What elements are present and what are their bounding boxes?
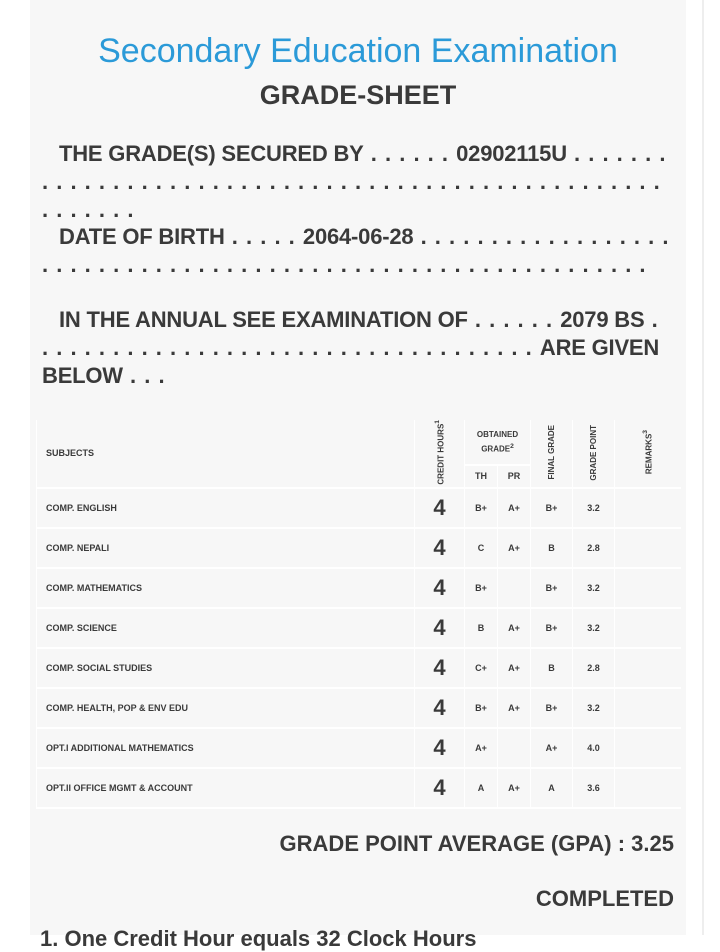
- exam-mid-dots: . . . . . . . . . . . . . . . . . . . . . . . . . . . . . . . . . . . .: [42, 307, 659, 360]
- footnote-credit-hours: 1. One Credit Hour equals 32 Clock Hours: [40, 926, 477, 951]
- secured-trail-dots: . . . . . . . . . . . . . . . . . . . . . . . . . . . . . . . . . . . . . . . . . . . . . . . . . . . . . . . . . .: [42, 141, 667, 222]
- practical-grade-cell: A+: [498, 608, 531, 648]
- subject-cell: COMP. HEALTH, POP & ENV EDU: [37, 688, 415, 728]
- final-grade-cell: B: [531, 528, 573, 568]
- header-th: TH: [465, 465, 498, 488]
- header-subjects: SUBJECTS: [37, 420, 415, 488]
- table-row: [37, 688, 681, 728]
- remarks-cell: [615, 768, 681, 808]
- remarks-cell: [615, 648, 681, 688]
- grade-point-cell: 3.2: [573, 488, 615, 528]
- subject-cell: COMP. MATHEMATICS: [37, 568, 415, 608]
- table-row: [37, 768, 681, 808]
- dob-trail-dots: . . . . . . . . . . . . . . . . . . . . . . . . . . . . . . . . . . . . . . . . . . . . . . . . . . . . . . . . . . . . .: [42, 224, 670, 277]
- header-remarks-sup: 3: [641, 430, 649, 434]
- subject-cell: OPT.II OFFICE MGMT & ACCOUNT: [37, 768, 415, 808]
- symbol-number: 02902115U: [456, 141, 567, 166]
- grade-point-cell: 3.6: [573, 768, 615, 808]
- remarks-cell: [615, 488, 681, 528]
- practical-grade-cell: A+: [498, 768, 531, 808]
- credit-hours-cell: 4: [415, 528, 465, 568]
- header-final-label: FINAL GRADE: [546, 425, 556, 480]
- header-obtained-sup: 2: [510, 442, 514, 450]
- subject-cell: OPT.I ADDITIONAL MATHEMATICS: [37, 728, 415, 768]
- gpa-value: 3.25: [631, 831, 674, 856]
- practical-grade-cell: A+: [498, 488, 531, 528]
- credit-hours-cell: 4: [415, 648, 465, 688]
- theory-grade-cell: B+: [465, 488, 498, 528]
- page-subtitle: GRADE-SHEET: [259, 80, 457, 110]
- grade-point-cell: 3.2: [573, 608, 615, 648]
- secured-by-statement: [42, 140, 672, 224]
- secured-by-label: THE GRADE(S) SECURED BY: [59, 141, 364, 166]
- dob-label: DATE OF BIRTH: [59, 224, 225, 249]
- exam-lead-dots: . . . . . .: [467, 307, 561, 332]
- final-grade-cell: B+: [531, 608, 573, 648]
- table-row: [37, 488, 681, 528]
- subject-cell: COMP. ENGLISH: [37, 488, 415, 528]
- credit-hours-cell: 4: [415, 688, 465, 728]
- credit-hours-cell: 4: [415, 568, 465, 608]
- secured-lead-dots: . . . . . .: [363, 141, 457, 166]
- practical-grade-cell: A+: [498, 528, 531, 568]
- theory-grade-cell: A: [465, 768, 498, 808]
- remarks-cell: [615, 528, 681, 568]
- dob-lead-dots: . . . . .: [224, 224, 303, 249]
- header-credit-label: CREDIT HOURS: [436, 423, 446, 485]
- page-title: Secondary Education Examination: [98, 32, 618, 70]
- theory-grade-cell: B+: [465, 688, 498, 728]
- header-pr: PR: [498, 465, 531, 488]
- subject-cell: COMP. SOCIAL STUDIES: [37, 648, 415, 688]
- credit-hours-cell: 4: [415, 768, 465, 808]
- final-grade-cell: B+: [531, 568, 573, 608]
- exam-statement: [42, 306, 672, 390]
- table-row: [37, 568, 681, 608]
- credit-hours-cell: 4: [415, 728, 465, 768]
- final-grade-cell: A+: [531, 728, 573, 768]
- table-row: [37, 608, 681, 648]
- remarks-cell: [615, 568, 681, 608]
- final-grade-cell: A: [531, 768, 573, 808]
- grade-point-cell: 3.2: [573, 568, 615, 608]
- gpa-label: GRADE POINT AVERAGE (GPA) :: [279, 831, 626, 856]
- exam-trail-dots: . . .: [122, 363, 166, 388]
- header-obtained-label: OBTAINED GRADE: [476, 429, 519, 454]
- table-row: [37, 648, 681, 688]
- practical-grade-cell: A+: [498, 688, 531, 728]
- theory-grade-cell: A+: [465, 728, 498, 768]
- practical-grade-cell: [498, 568, 531, 608]
- table-row: [37, 528, 681, 568]
- page-edge-line: [702, 0, 704, 935]
- dob-statement: [42, 223, 672, 279]
- exam-label: IN THE ANNUAL SEE EXAMINATION OF: [59, 307, 468, 332]
- theory-grade-cell: B+: [465, 568, 498, 608]
- header-obtained-grade: [465, 420, 531, 465]
- subject-cell: COMP. NEPALI: [37, 528, 415, 568]
- practical-grade-cell: A+: [498, 648, 531, 688]
- header-credit-sup: 1: [433, 420, 441, 424]
- final-grade-cell: B+: [531, 688, 573, 728]
- remarks-cell: [615, 688, 681, 728]
- grade-sheet-card: [30, 0, 686, 951]
- grades-table: [36, 420, 681, 809]
- final-grade-cell: B: [531, 648, 573, 688]
- grade-point-cell: 2.8: [573, 648, 615, 688]
- credit-hours-cell: 4: [415, 488, 465, 528]
- theory-grade-cell: C: [465, 528, 498, 568]
- practical-grade-cell: [498, 728, 531, 768]
- header-grade-point-label: GRADE POINT: [588, 424, 598, 481]
- remarks-cell: [615, 728, 681, 768]
- header-grade-point: [573, 420, 615, 488]
- gpa-summary: [280, 829, 674, 859]
- dob-value: 2064-06-28: [302, 224, 414, 249]
- final-grade-cell: B+: [531, 488, 573, 528]
- completion-status: COMPLETED: [535, 886, 674, 911]
- remarks-cell: [615, 608, 681, 648]
- table-row: [37, 728, 681, 768]
- given-below-text: ARE GIVEN BELOW: [42, 335, 660, 388]
- header-credit-hours: [415, 420, 465, 488]
- subject-cell: COMP. SCIENCE: [37, 608, 415, 648]
- header-remarks: [615, 420, 681, 488]
- credit-hours-cell: 4: [415, 608, 465, 648]
- theory-grade-cell: B: [465, 608, 498, 648]
- exam-year: 2079 BS: [560, 307, 645, 332]
- grade-point-cell: 3.2: [573, 688, 615, 728]
- grade-point-cell: 4.0: [573, 728, 615, 768]
- header-final-grade: [531, 420, 573, 488]
- grade-point-cell: 2.8: [573, 528, 615, 568]
- header-remarks-label: REMARKS: [644, 433, 654, 475]
- theory-grade-cell: C+: [465, 648, 498, 688]
